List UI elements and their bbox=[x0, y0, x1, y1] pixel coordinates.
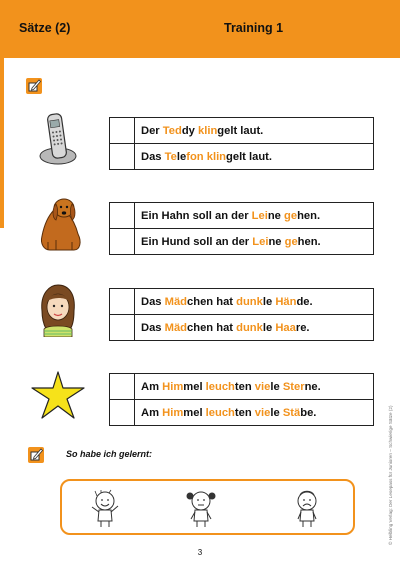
sentence-row bbox=[109, 229, 374, 255]
pencil-checkbox-icon bbox=[28, 447, 44, 463]
sentence-fragment: de. bbox=[296, 295, 313, 308]
highlighted-syllable: Mäd bbox=[164, 321, 188, 334]
sentence-row bbox=[109, 288, 374, 315]
highlighted-syllable: Te bbox=[164, 150, 177, 163]
exercise-2 bbox=[109, 202, 374, 255]
highlighted-syllable: Him bbox=[162, 406, 184, 419]
sentence-fragment: mel bbox=[183, 380, 206, 393]
exercise-1 bbox=[109, 117, 374, 170]
checkbox[interactable] bbox=[110, 315, 135, 340]
sentence-row bbox=[109, 400, 374, 426]
sentence-text bbox=[135, 296, 313, 308]
sentence-fragment: Am bbox=[141, 380, 163, 393]
checkbox[interactable] bbox=[110, 118, 135, 143]
sentence-fragment: ne bbox=[267, 209, 284, 222]
sentence-fragment: gelt laut. bbox=[226, 150, 273, 163]
sentence-fragment: le bbox=[176, 150, 187, 163]
highlighted-syllable: leuch bbox=[205, 380, 235, 393]
sentence-fragment: chen hat bbox=[187, 321, 237, 334]
sentence-fragment: mel bbox=[183, 406, 206, 419]
highlighted-syllable: leuch bbox=[205, 406, 235, 419]
checkbox[interactable] bbox=[110, 144, 135, 169]
sentence-fragment: re. bbox=[295, 321, 310, 334]
sentence-fragment: ten bbox=[234, 380, 255, 393]
sentence-fragment: ne. bbox=[304, 380, 321, 393]
sentence-fragment: hen. bbox=[297, 235, 321, 248]
sentence-text bbox=[135, 210, 320, 222]
happy-child-face[interactable] bbox=[90, 489, 120, 534]
sad-child-face[interactable] bbox=[292, 489, 322, 534]
highlighted-syllable: Him bbox=[162, 380, 184, 393]
page-number: 3 bbox=[197, 548, 203, 557]
sentence-fragment: chen hat bbox=[187, 295, 237, 308]
sentence-fragment: Das bbox=[141, 150, 165, 163]
star-illustration bbox=[30, 370, 86, 425]
training-title: Training 1 bbox=[224, 21, 284, 35]
highlighted-syllable: klin bbox=[206, 150, 227, 163]
highlighted-syllable: Ster bbox=[282, 380, 305, 393]
copyright-credit: © Helbling Verlag: Der Lesepass für Junioren – Schwierige Sätze (2) bbox=[388, 405, 393, 545]
section-title: Sätze (2) bbox=[19, 21, 71, 35]
sentence-text bbox=[135, 125, 263, 137]
checkbox[interactable] bbox=[110, 400, 135, 425]
page-header bbox=[0, 0, 400, 58]
sentence-fragment: Ein Hund soll an der bbox=[141, 235, 253, 248]
neutral-child-face[interactable] bbox=[186, 489, 216, 534]
sentence-text bbox=[135, 322, 310, 334]
sentence-fragment: le bbox=[262, 295, 276, 308]
highlighted-syllable: dunk bbox=[236, 321, 263, 334]
sentence-fragment: Ein Hahn soll an der bbox=[141, 209, 252, 222]
highlighted-syllable: vie bbox=[254, 380, 271, 393]
sentence-text bbox=[135, 407, 316, 419]
exercise-3 bbox=[109, 288, 374, 341]
sentence-fragment: Das bbox=[141, 321, 165, 334]
sentence-row bbox=[109, 373, 374, 400]
sentence-fragment: dy bbox=[181, 124, 198, 137]
checkbox[interactable] bbox=[110, 203, 135, 228]
sentence-fragment: Der bbox=[141, 124, 163, 137]
dog-illustration bbox=[34, 196, 84, 257]
sentence-row bbox=[109, 202, 374, 229]
highlighted-syllable: ge bbox=[284, 209, 298, 222]
highlighted-syllable: Ted bbox=[162, 124, 182, 137]
highlighted-syllable: vie bbox=[254, 406, 271, 419]
sentence-fragment: ne bbox=[268, 235, 285, 248]
sentence-row bbox=[109, 117, 374, 144]
sentence-row bbox=[109, 144, 374, 170]
pencil-checkbox-icon bbox=[26, 78, 42, 94]
sentence-fragment: Das bbox=[141, 295, 165, 308]
highlighted-syllable: Mäd bbox=[164, 295, 188, 308]
learned-label: So habe ich gelernt: bbox=[66, 449, 153, 459]
sentence-fragment: le bbox=[270, 406, 283, 419]
exercise-4 bbox=[109, 373, 374, 426]
checkbox[interactable] bbox=[110, 289, 135, 314]
sentence-fragment: be. bbox=[300, 406, 317, 419]
left-color-strip bbox=[0, 58, 4, 228]
sentence-text bbox=[135, 381, 321, 393]
sentence-fragment: hen. bbox=[297, 209, 321, 222]
sentence-fragment: gelt laut. bbox=[217, 124, 264, 137]
sentence-fragment: le bbox=[270, 380, 283, 393]
highlighted-syllable: dunk bbox=[236, 295, 263, 308]
sentence-fragment: le bbox=[262, 321, 276, 334]
sentence-row bbox=[109, 315, 374, 341]
highlighted-syllable: Lei bbox=[252, 235, 269, 248]
sentence-text bbox=[135, 151, 272, 163]
cordless-phone-illustration bbox=[38, 110, 78, 171]
girl-illustration bbox=[36, 283, 80, 342]
sentence-fragment: ten bbox=[234, 406, 255, 419]
highlighted-syllable: Stä bbox=[282, 406, 301, 419]
highlighted-syllable: Hän bbox=[275, 295, 297, 308]
highlighted-syllable: fon bbox=[186, 150, 204, 163]
sentence-text bbox=[135, 236, 321, 248]
checkbox[interactable] bbox=[110, 229, 135, 254]
self-assessment-box bbox=[60, 479, 355, 535]
sentence-fragment: Am bbox=[141, 406, 163, 419]
highlighted-syllable: Lei bbox=[251, 209, 268, 222]
highlighted-syllable: Haa bbox=[275, 321, 296, 334]
highlighted-syllable: klin bbox=[198, 124, 218, 137]
checkbox[interactable] bbox=[110, 374, 135, 399]
highlighted-syllable: ge bbox=[284, 235, 298, 248]
